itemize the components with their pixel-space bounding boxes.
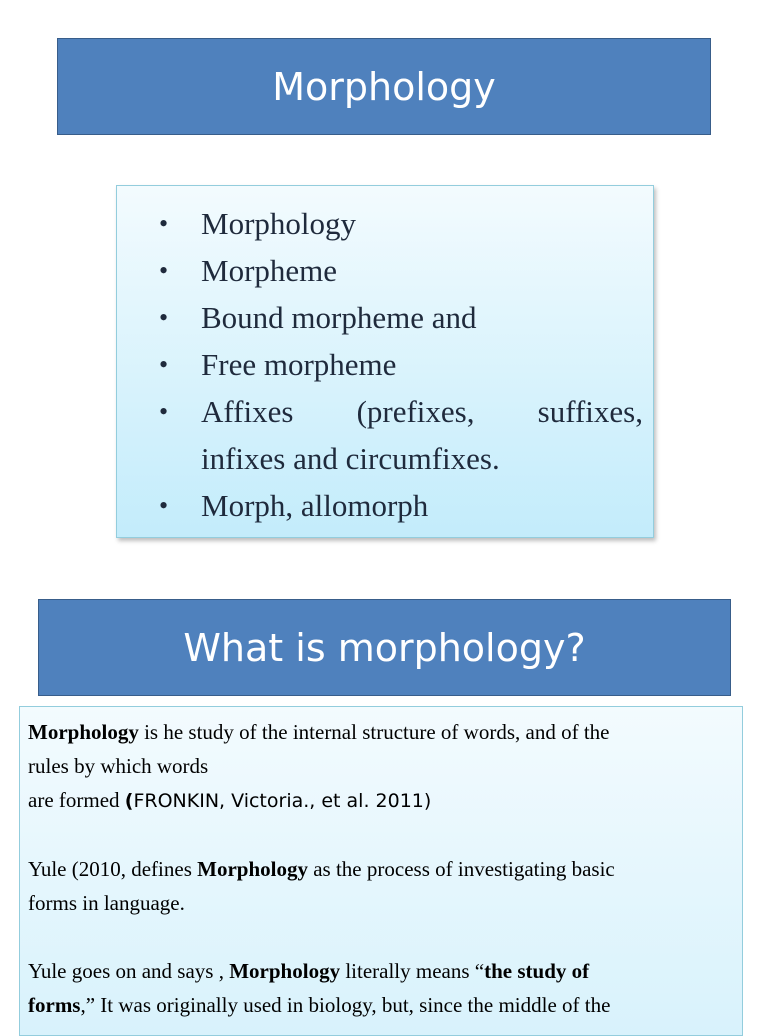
topic-list <box>159 200 643 529</box>
bullet-icon: • <box>159 209 169 238</box>
bullet-icon: • <box>159 256 169 285</box>
list-item: • Morphology <box>159 200 643 247</box>
topic-list-box <box>116 185 654 538</box>
list-item: • Morph, allomorph <box>159 482 643 529</box>
definition-paragraph-yule-literal: Yule goes on and says , Morphology literally means “the study of forms,” It was originally used in biology, but, since the middle of the <box>28 959 611 1017</box>
definition-paragraph-fromkin: Morphology is he study of the internal structure of words, and of the rules by which words are formed (FRONKIN, Victoria., et al. 2011) <box>28 720 610 812</box>
list-item: • Morpheme <box>159 247 643 294</box>
slide-2-title <box>38 599 731 696</box>
slide-1-title <box>57 38 711 135</box>
bullet-icon: • <box>159 350 169 379</box>
list-item: • Free morpheme <box>159 341 643 388</box>
list-item <box>159 388 643 482</box>
citation: FRONKIN, Victoria., et al. 2011) <box>133 790 432 812</box>
slide-2-title-text: What is morphology? <box>183 625 586 670</box>
definition-paragraph-yule: Yule (2010, defines Morphology as the process of investigating basic forms in language. <box>28 857 615 915</box>
term-morphology: Morphology <box>229 959 341 983</box>
term-morphology: Morphology <box>28 720 139 744</box>
list-item-line-2: infixes and circumfixes. <box>201 441 500 476</box>
slide-1-title-text: Morphology <box>272 64 496 109</box>
bullet-icon: • <box>159 491 169 520</box>
bullet-icon: • <box>159 303 169 332</box>
list-item: • Bound morpheme and <box>159 294 643 341</box>
list-item-line-1: Affixes (prefixes, suffixes, <box>201 394 643 429</box>
definition-text-box <box>19 706 743 1036</box>
term-morphology: Morphology <box>197 857 308 881</box>
bullet-icon: • <box>159 397 169 426</box>
